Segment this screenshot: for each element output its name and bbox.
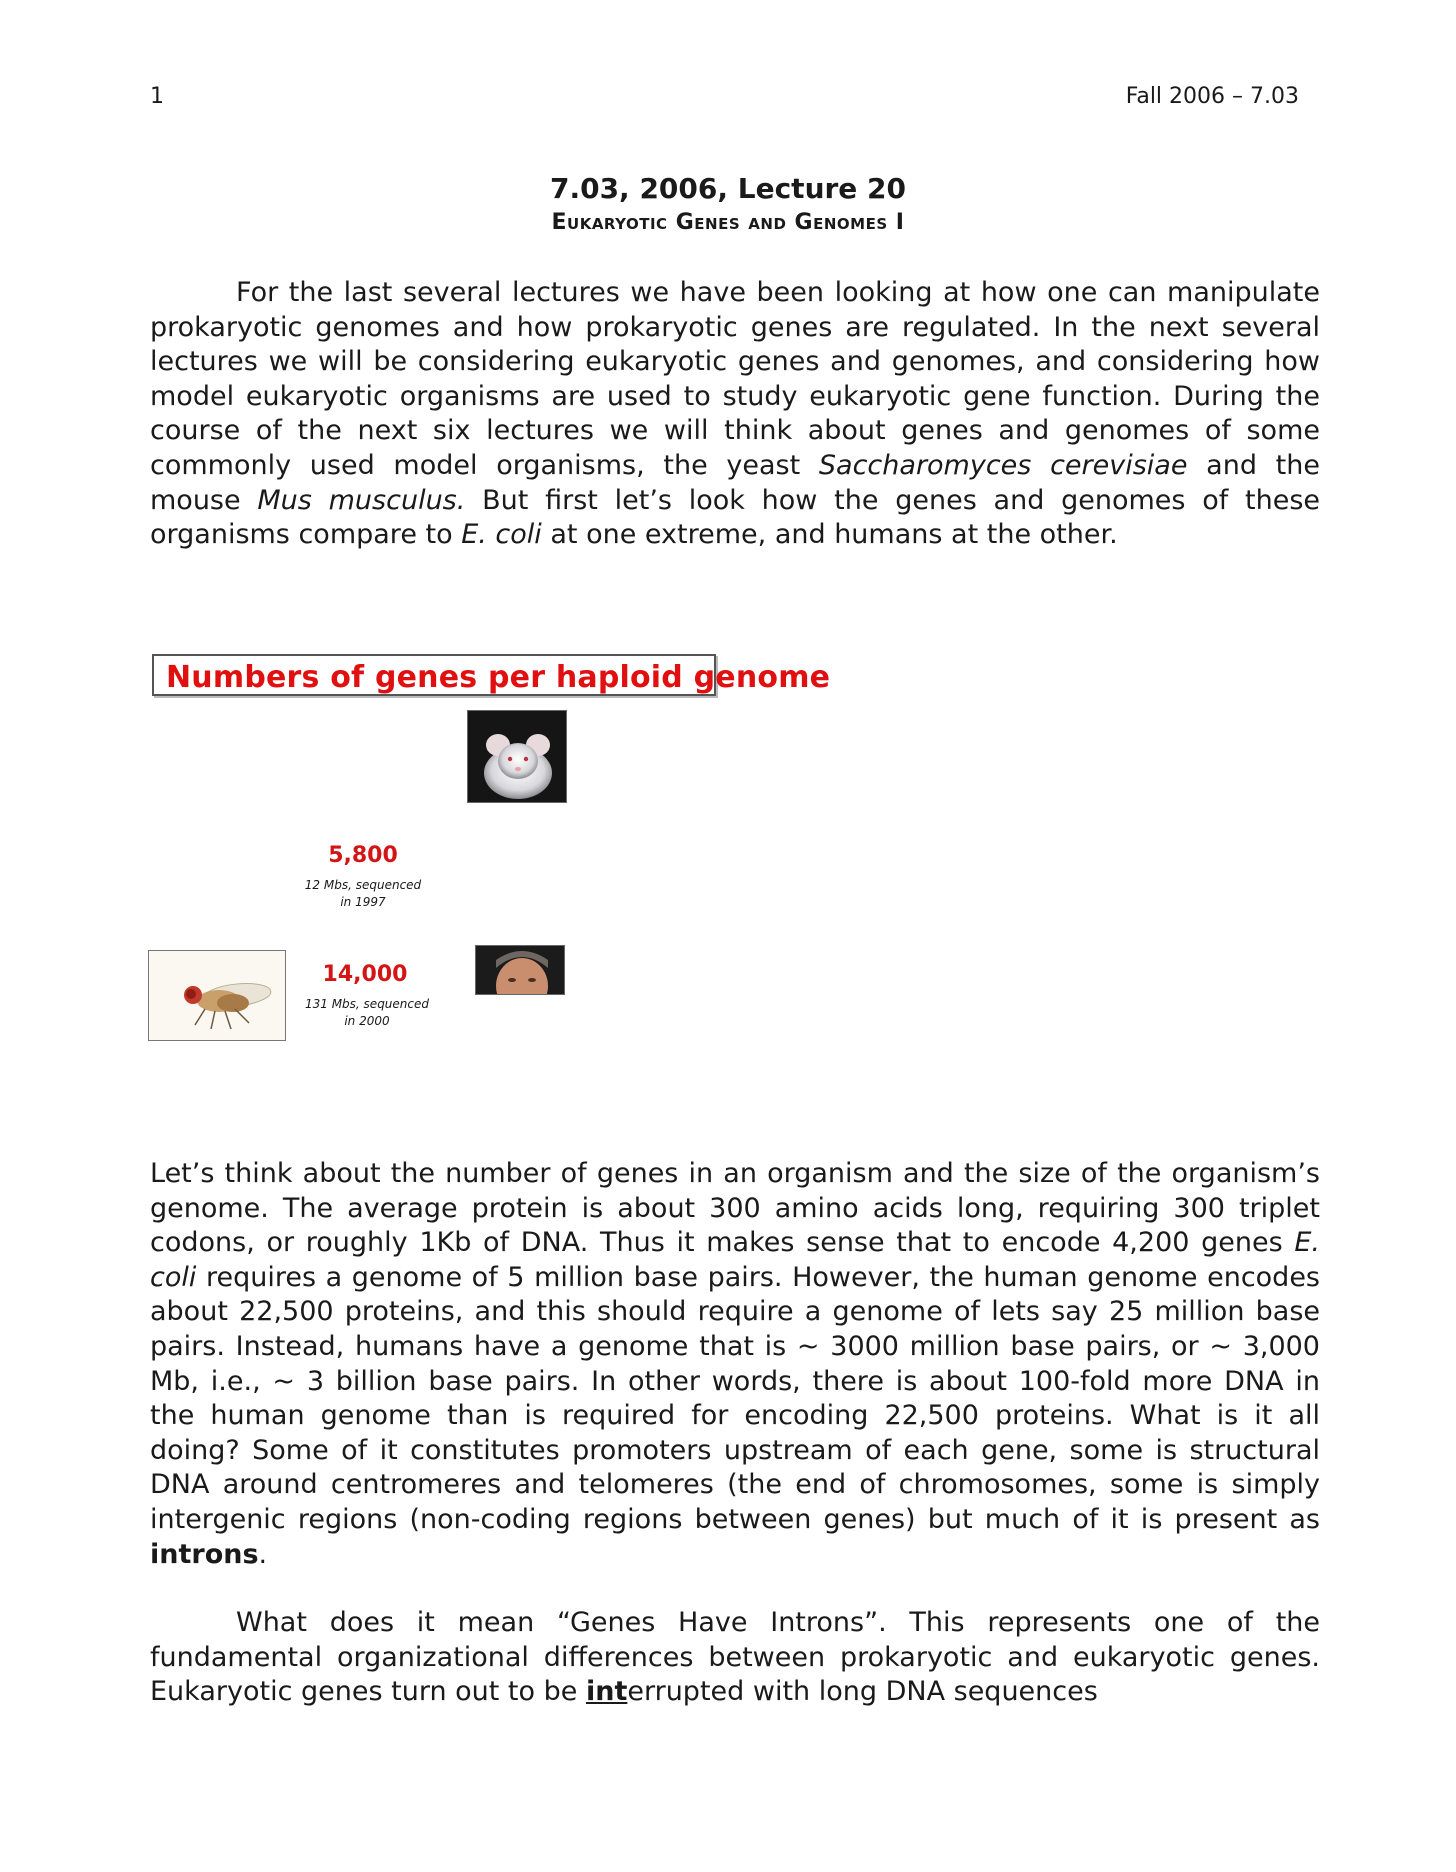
fly-gene-count: 14,000: [322, 962, 408, 987]
course-tag: Fall 2006 – 7.03: [1125, 84, 1299, 109]
para2-introns-term: introns: [150, 1538, 259, 1570]
para2-text-3: .: [258, 1538, 268, 1570]
mouse-image: [467, 710, 567, 803]
para2-species-ecoli: E. coli: [150, 1227, 1320, 1293]
para1-text-4: at one extreme, and humans at the other.: [541, 519, 1118, 551]
fruit-fly-image: [148, 950, 286, 1041]
yeast-caption-line-1: 12 Mbs, sequenced: [304, 878, 422, 892]
para1-species-yeast: Saccharomyces cerevisiae: [818, 449, 1188, 481]
figure-title: Numbers of genes per haploid genome: [166, 660, 831, 695]
lecture-subtitle: Eukaryotic Genes and Genomes I: [551, 210, 905, 235]
fly-caption-line-2: in 2000: [344, 1014, 390, 1028]
yeast-caption: [283, 877, 443, 911]
page-number: 1: [150, 84, 164, 109]
yeast-gene-count: 5,800: [328, 843, 398, 868]
para3-text-1: What does it mean “Genes Have Introns”. This represents one of the fundamental organizational differences between prokaryotic and eukaryotic genes. Eukaryotic genes turn out to be: [150, 1607, 1320, 1708]
fly-caption-line-1: 131 Mbs, sequenced: [304, 997, 429, 1011]
fly-caption: [287, 996, 447, 1030]
para2-text-2: requires a genome of 5 million base pairs. However, the human genome encodes about 22,500 proteins, and this should require a genome of lets say 25 million base pairs. Instead, humans have a genome that is ~ 3000 million base pairs, or ~ 3,000 Mb, i.e., ~ 3 billion base pairs. In other words, there is about 100-fold more DNA in the human genome than is required for encoding 22,500 proteins. What is it all doing? Some of it constitutes promoters upstream of each gene, some is structural DNA around centromeres and telomeres (the end of chromosomes, some is simply intergenic regions (non-coding regions between genes) but much of it is present as: [150, 1261, 1320, 1535]
para1-text-1: For the last several lectures we have been looking at how one can manipulate prokaryotic genomes and how prokaryotic genes are regulated. In the next several lectures we will be considering eukaryotic genes and genomes, and considering how model eukaryotic organisms are used to study eukaryotic gene function. During the course of the next six lectures we will think about genes and genomes of some commonly used model organisms, the yeast: [150, 277, 1320, 481]
para1-text-2: and the mouse: [150, 449, 1320, 516]
para3-int-emphasis: int: [585, 1676, 628, 1708]
para2-text-1: Let’s think about the number of genes in an organism and the size of the organism’s genome. The average protein is about 300 amino acids long, requiring 300 triplet codons, or roughly 1Kb of DNA. Thus it makes sense that to encode 4,200 genes: [150, 1158, 1320, 1259]
para1-species-mouse: Mus musculus.: [257, 484, 466, 516]
para3-text-2: errupted with long DNA sequences: [627, 1676, 1098, 1708]
lecture-title: 7.03, 2006, Lecture 20: [549, 172, 907, 205]
para1-text-3: But first let’s look how the genes and genomes of these organisms compare to: [150, 484, 1321, 551]
para1-species-ecoli: E. coli: [461, 519, 542, 551]
introns-paragraph: [150, 1606, 1320, 1710]
human-portrait-image: [475, 945, 565, 995]
gene-count-paragraph: [150, 1157, 1320, 1572]
yeast-caption-line-2: in 1997: [340, 895, 386, 909]
intro-paragraph: [150, 276, 1320, 553]
